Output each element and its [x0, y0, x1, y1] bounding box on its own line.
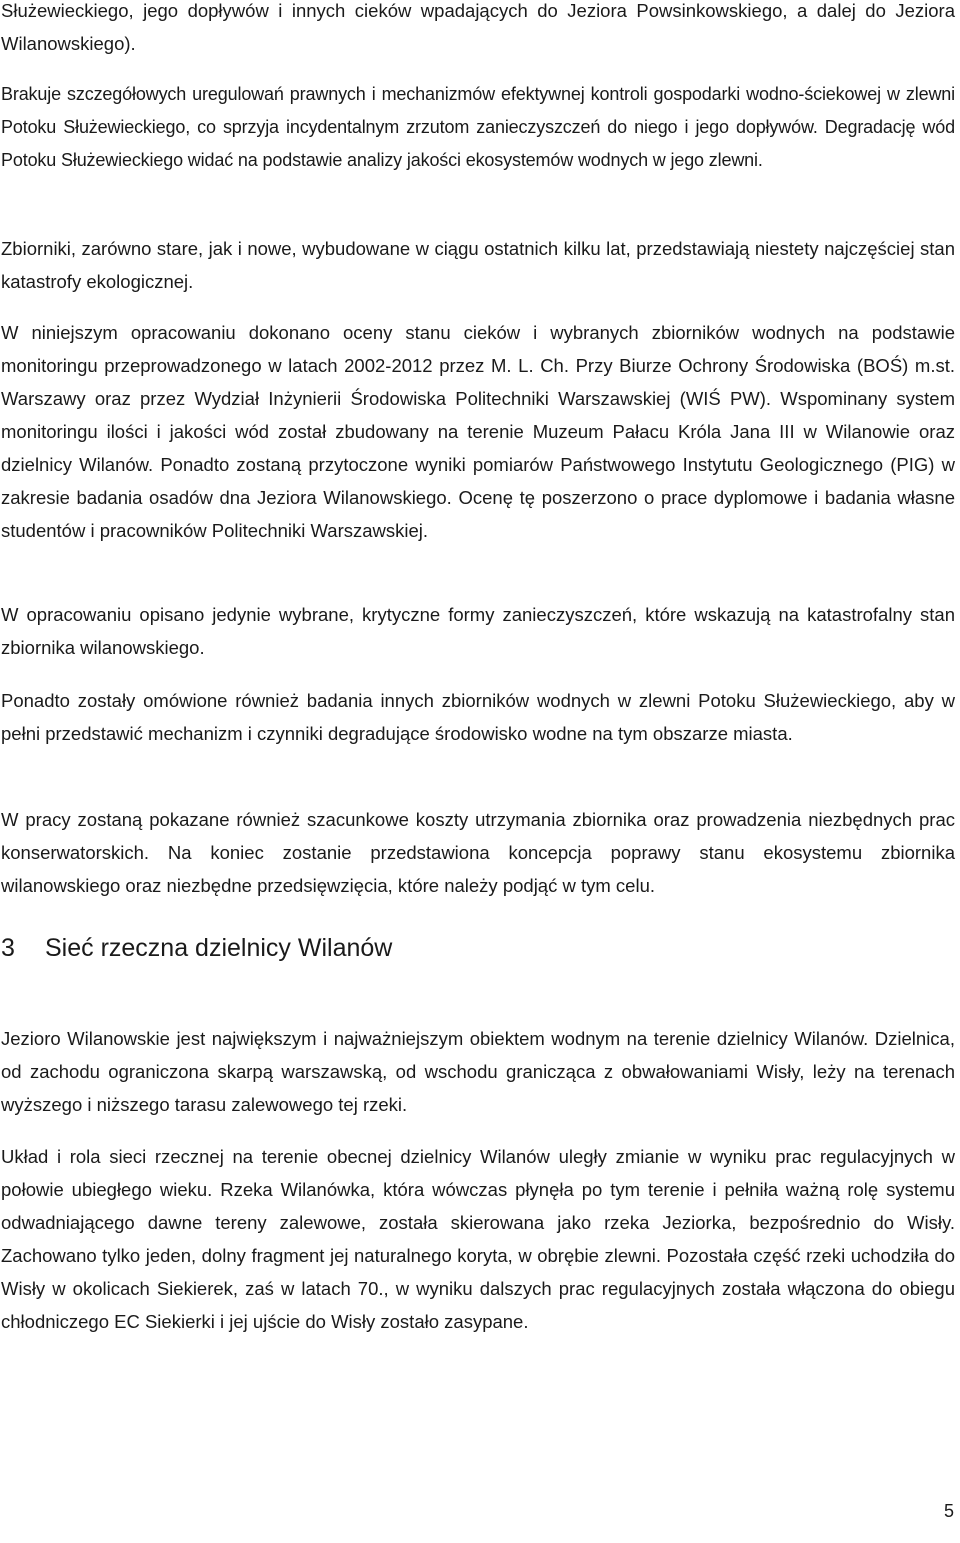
paragraph-continuation: Służewieckiego, jego dopływów i innych cieków wpadających do Jeziora Powsinkowskiego, a dalej do Jeziora Wilanowskiego). — [1, 0, 955, 54]
paragraph-other-reservoirs: Ponadto zostały omówione również badania innych zbiorników wodnych w zlewni Potoku Służewieckiego, aby w pełni przedstawić mechanizm i czynniki degradujące środowisko wodne na tym obszarze miasta. — [1, 690, 955, 744]
paragraph-lake-intro: Jezioro Wilanowskie jest największym i najważniejszym obiektem wodnym na terenie dzielnicy Wilanów. Dzielnica, od zachodu ograniczona skarpą warszawską, od wschodu granicząca z obwałowaniami Wisły, leży na terenach wyższego i niższego tarasu zalewowego tej rzeki. — [1, 1028, 955, 1115]
section-number: 3 — [1, 934, 15, 962]
paragraph-monitoring: W niniejszym opracowaniu dokonano oceny stanu cieków i wybranych zbiorników wodnych na podstawie monitoringu przeprowadzonego w latach 2002-2012 przez M. L. Ch. Przy Biurze Ochrony Środowiska (BOŚ) m.st. Warszawy oraz przez Wydział Inżynierii Środowiska Politechniki Warszawskiej (WIŚ PW). Wspominany system monitoringu ilości i jakości wód został zbudowany na terenie Muzeum Pałacu Króla Jana III w Wilanowie oraz dzielnicy Wilanów. Ponadto zostaną przytoczone wyniki pomiarów Państwowego Instytutu Geologicznego (PIG) w zakresie badania osadów dna Jeziora Wilanowskiego. Ocenę tę poszerzono o prace dyplomowe i badania własne studentów i pracowników Politechniki Warszawskiej. — [1, 322, 955, 541]
section-heading — [1, 930, 392, 966]
paragraph-pollution-forms: W opracowaniu opisano jedynie wybrane, krytyczne formy zanieczyszczeń, które wskazują na katastrofalny stan zbiornika wilanowskiego. — [1, 604, 955, 658]
paragraph-costs: W pracy zostaną pokazane również szacunkowe koszty utrzymania zbiornika oraz prowadzenia niezbędnych prac konserwatorskich. Na koniec zostanie przedstawiona koncepcja poprawy stanu ekosystemu zbiornika wilanowskiego oraz niezbędne przedsięwzięcia, które należy podjąć w tym celu. — [1, 809, 955, 896]
page-number: 5 — [943, 1501, 954, 1521]
section-title: Sieć rzeczna dzielnicy Wilanów — [45, 934, 393, 962]
paragraph-reservoirs: Zbiorniki, zarówno stare, jak i nowe, wybudowane w ciągu ostatnich kilku lat, przedstawiają niestety najczęściej stan katastrofy ekologicznej. — [1, 238, 955, 292]
paragraph-river-network: Układ i rola sieci rzecznej na terenie obecnej dzielnicy Wilanów uległy zmianie w wyniku prac regulacyjnych w połowie ubiegłego wieku. Rzeka Wilanówka, która wówczas płynęła po tym terenie i pełniła ważną rolę systemu odwadniającego dawne tereny zalewowe, została skierowana jako rzeka Jeziorka, bezpośrednio do Wisły. Zachowano tylko jeden, dolny fragment jej naturalnego koryta, w obrębie zlewni. Pozostała część rzeki uchodziła do Wisły w okolicach Siekierek, zaś w latach 70., w wyniku dalszych prac regulacyjnych została włączona do obiegu chłodniczego EC Siekierki i jej ujście do Wisły zostało zasypane. — [1, 1146, 955, 1332]
paragraph-regulations: Brakuje szczegółowych uregulowań prawnych i mechanizmów efektywnej kontroli gospodarki wodno-ściekowej w zlewni Potoku Służewieckiego, co sprzyja incydentalnym zrzutom zanieczyszczeń do niego i jego dopływów. Degradację wód Potoku Służewieckiego widać na podstawie analizy jakości ekosystemów wodnych w jego zlewni. — [1, 84, 955, 170]
